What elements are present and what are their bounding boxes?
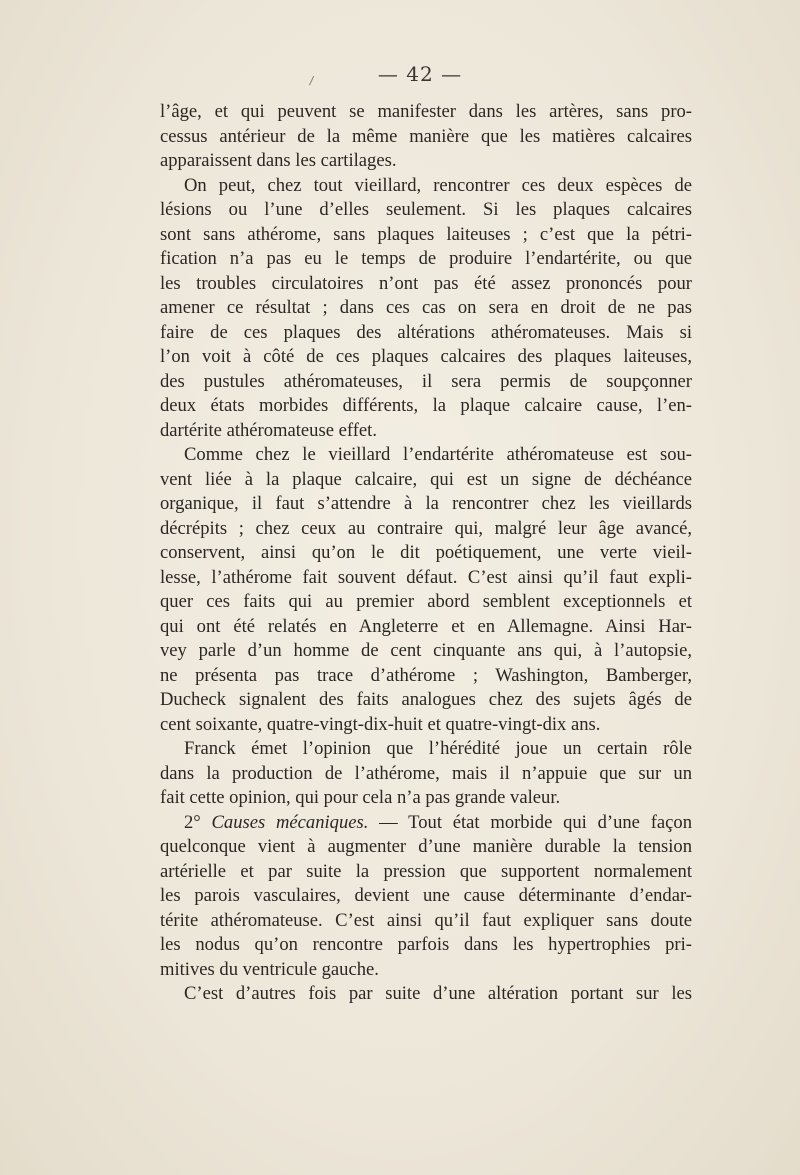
text-line: l’âge, et qui peuvent se manifester dans les artères, sans pro- bbox=[160, 101, 692, 122]
text-line: lésions ou l’une d’elles seulement. Si les plaques calcaires bbox=[160, 199, 692, 220]
body-text bbox=[160, 100, 692, 1007]
text-line: cessus antérieur de la même manière que les matières calcaires bbox=[160, 125, 692, 147]
text-line: décrépits ; chez ceux au contraire qui, malgré leur âge avancé, bbox=[160, 517, 692, 539]
text-line: apparaissent dans les cartilages. bbox=[160, 150, 397, 171]
text-line: qui ont été relatés en Angleterre et en Allemagne. Ainsi Har- bbox=[160, 615, 692, 637]
text-line: organique, il faut s’attendre à la rencontrer chez les vieillards bbox=[160, 493, 692, 514]
text-line: les parois vasculaires, devient une cause déterminante d’endar- bbox=[160, 885, 692, 906]
text-line: ne présenta pas trace d’athérome ; Washington, Bamberger, bbox=[160, 664, 692, 686]
text-line: dartérite athéromateuse effet. bbox=[160, 419, 377, 441]
text-line: fait cette opinion, qui pour cela n’a pas grande valeur. bbox=[160, 787, 561, 808]
text-line: cent soixante, quatre-vingt-dix-huit et quatre-vingt-dix ans. bbox=[160, 713, 601, 735]
text-line: sont sans athérome, sans plaques laiteuses ; c’est que la pétri- bbox=[160, 223, 692, 245]
text-line: Ducheck signalent des faits analogues chez des sujets âgés de bbox=[160, 689, 692, 710]
text-line: quelconque vient à augmenter d’une manière durable la tension bbox=[160, 836, 692, 857]
text-line: conservent, ainsi qu’on le dit poétiquement, une verte vieil- bbox=[160, 542, 692, 563]
text-line: amener ce résultat ; dans ces cas on sera en droit de ne pas bbox=[160, 297, 692, 318]
text-line: les troubles circulatoires n’ont pas été assez prononcés pour bbox=[160, 272, 692, 294]
text-line: lesse, l’athérome fait souvent défaut. C’est ainsi qu’il faut expli- bbox=[160, 566, 692, 588]
text-line: les nodus qu’on rencontre parfois dans les hypertrophies pri- bbox=[160, 934, 692, 955]
text-line: vent liée à la plaque calcaire, qui est un signe de déchéance bbox=[160, 468, 692, 490]
text-line: fication n’a pas eu le temps de produire l’endartérite, ou que bbox=[160, 248, 692, 269]
page-number: — 42 — bbox=[377, 62, 463, 86]
text-line: quer ces faits qui au premier abord semblent exceptionnels et bbox=[160, 591, 692, 612]
text-line: faire de ces plaques des altérations athéromateuses. Mais si bbox=[160, 321, 692, 343]
text-line: C’est d’autres fois par suite d’une altération portant sur les bbox=[184, 983, 692, 1004]
text-line: Comme chez le vieillard l’endartérite athéromateuse est sou- bbox=[184, 444, 692, 465]
text-line: vey parle d’un homme de cent cinquante ans qui, à l’autopsie, bbox=[160, 640, 692, 661]
text-line: artérielle et par suite la pression que supportent normalement bbox=[160, 860, 692, 882]
text-line: On peut, chez tout vieillard, rencontrer ces deux espèces de bbox=[184, 174, 692, 196]
text-line: 2° Causes mécaniques. — Tout état morbide qui d’une façon bbox=[184, 811, 692, 833]
text-line: Franck émet l’opinion que l’hérédité joue un certain rôle bbox=[184, 738, 692, 759]
text-line: térite athéromateuse. C’est ainsi qu’il faut expliquer sans doute bbox=[160, 909, 692, 931]
text-line: dans la production de l’athérome, mais il n’appuie que sur un bbox=[160, 762, 692, 784]
text-line: deux états morbides différents, la plaque calcaire cause, l’en- bbox=[160, 395, 692, 416]
text-line: l’on voit à côté de ces plaques calcaires des plaques laiteuses, bbox=[160, 346, 692, 367]
text-line: des pustules athéromateuses, il sera permis de soupçonner bbox=[160, 370, 692, 392]
section-heading-italic: Causes mécaniques. bbox=[211, 811, 369, 833]
text-line: mitives du ventricule gauche. bbox=[160, 958, 379, 980]
